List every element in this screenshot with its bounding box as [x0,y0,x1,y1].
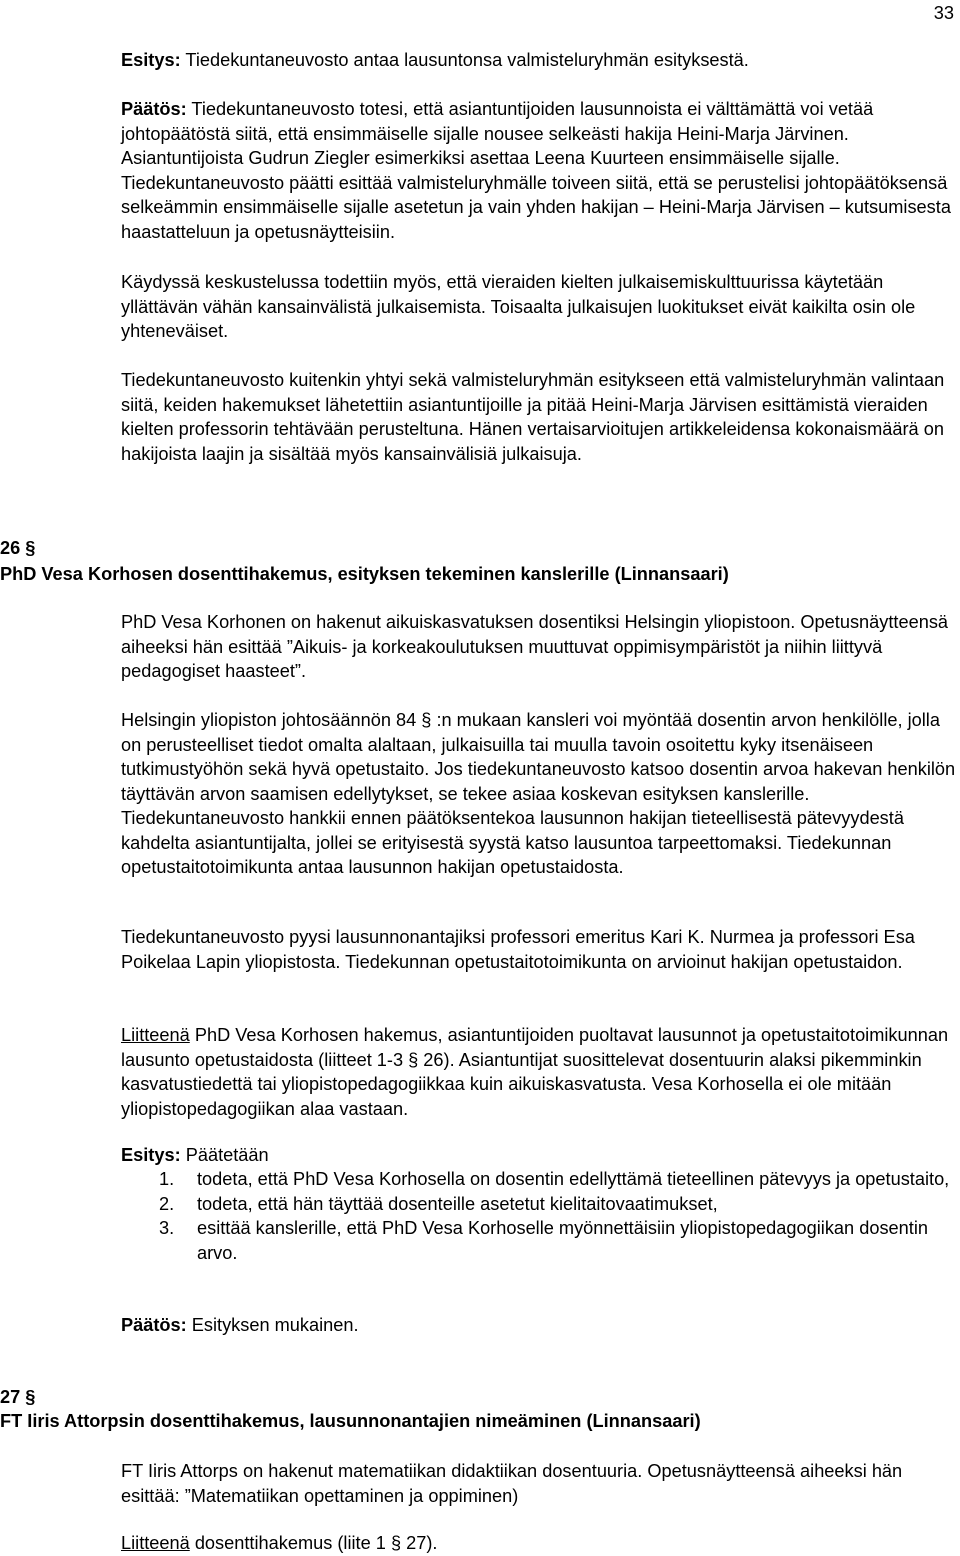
section-number: 27 [0,1387,21,1407]
reviewers-paragraph: Tiedekuntaneuvosto pyysi lausunnonantajiksi professori emeritus Kari K. Nurmea ja professori Esa Poikelaa Lapin yliopistosta. Tiedekunnan opetustaitotoimikunta on arvioinut hakijan opetustaidon. [121,927,915,972]
list-number: 3. [159,1218,175,1238]
list-text: todeta, että PhD Vesa Korhosella on dosentin edellyttämä tieteellinen pätevyys ja opetustaito, [197,1169,950,1189]
page-number: 33 [933,3,954,23]
list-item [121,1167,957,1192]
paatos-label: Päätös: [121,99,187,119]
applicant-paragraph: PhD Vesa Korhonen on hakenut aikuiskasvatuksen dosentiksi Helsingin yliopistoon. Opetusnäytteensä aiheeksi hän esittää ”Aikuis- ja korkeakoulutuksen muuttuvat oppimisympäristöt ja niihin liittyvä pedagogiset haasteet”. [121,612,949,681]
paatos-26-label: Päätös: [121,1315,187,1335]
section-26-title: PhD Vesa Korhosen dosenttihakemus, esityksen tekeminen kanslerille (Linnansaari) [0,564,729,584]
list-item [121,1216,957,1265]
list-item [121,1192,957,1217]
esitys-paragraph [121,48,957,73]
decision-paragraph: Tiedekuntaneuvosto kuitenkin yhtyi sekä valmisteluryhmän esitykseen että valmisteluryhmän valintaan siitä, keiden hakemukset lähetettiin asiantuntijoille ja pitää Heini-Marja Järvisen esittämistä vieraiden kielten professorin tehtävään perusteltuna. Hänen vertaisarvioitujen artikkeleidensa kokonaismäärä on hakijoista laajin ja sisältää myös kansainvälisiä julkaisuja. [121,370,945,464]
section-27-number [0,1384,960,1410]
liitteena-label: Liitteenä [121,1025,190,1045]
paatos-text: Tiedekuntaneuvosto totesi, että asiantuntijoiden lausunnoista ei välttämättä voi vetää johtopäätöstä siitä, että ensimmäiselle sijalle nousee selkeästi hakija Heini-Marja Järvinen. Asiantuntijoista Gudrun Ziegler esimerkiksi asettaa Leena Kuurteen ensimmäiselle sijalle. Tiedekuntaneuvosto päätti esittää valmisteluryhmälle toiveen siitä, että se perustelisi johtopäätöksensä selkeämmin ensimmäiselle sijalle asetetun ja vain yhden hakijan – Heini-Marja Järvisen – kutsumisesta haastatteluun ja opetusnäytteisiin. [121,99,951,242]
attachments-paragraph [121,1023,957,1121]
esitys-label: Esitys: [121,50,181,70]
proposal-list [121,1167,957,1265]
paatos-26-text: Esityksen mukainen. [186,1315,359,1335]
section-27-title: FT Iiris Attorpsin dosenttihakemus, lausunnonantajien nimeäminen (Linnansaari) [0,1411,701,1431]
attachments-27-text: dosenttihakemus (liite 1 § 27). [189,1533,438,1553]
list-text: todeta, että hän täyttää dosenteille asetetut kielitaitovaatimukset, [197,1193,718,1214]
section-symbol: § [25,538,36,558]
esitys-26-text: Päätetään [180,1145,269,1165]
section-symbol: § [25,1387,36,1407]
esitys-26-paragraph [121,1143,957,1168]
list-number: 2. [159,1193,175,1214]
section-number: 26 [0,538,21,558]
esitys-text: Tiedekuntaneuvosto antaa lausuntonsa valmisteluryhmän esityksestä. [180,50,749,70]
paatos-26-paragraph [121,1313,957,1338]
paatos-paragraph [121,97,957,244]
liitteena-27-label: Liitteenä [121,1533,190,1553]
attachments-text: PhD Vesa Korhosen hakemus, asiantuntijoiden puoltavat lausunnot ja opetustaitotoimikunnan lausunto opetustaidosta (liitteet 1-3 § 26). Asiantuntijat suosittelevat dosentuurin alaksi pikemminkin kasvatustiedettä tai yliopistopedagogiikkaa kuin aikuiskasvatusta. Vesa Korhosella ei ole mitään yliopistopedagogiikan alaa vastaan. [121,1025,949,1119]
attachments-27-paragraph [121,1531,957,1556]
regulation-paragraph: Helsingin yliopiston johtosäännön 84 § :n mukaan kansleri voi myöntää dosentin arvon henkilölle, jolla on perusteelliset tiedot omalta alaltaan, julkaisuilla tai muulla tavoin osoitettu kyky itsenäiseen tutkimustyöhön sekä hyvä opetustaito. Jos tiedekuntaneuvosto katsoo dosentin arvoa hakevan henkilön täyttävän arvon saamisen edellytykset, se tekee asiaa koskevan esityksen kanslerille. Tiedekuntaneuvosto hankkii ennen päätöksentekoa lausunnon hakijan tieteellisestä pätevyydestä kahdelta asiantuntijalta, jollei se erityisestä syystä katso lausuntoa tarpeettomaksi. Tiedekunnan opetustaitotoimikunta antaa lausunnon hakijan opetustaidosta. [121,710,956,877]
attorps-paragraph: FT Iiris Attorps on hakenut matematiikan didaktiikan dosentuuria. Opetusnäytteensä aiheeksi hän esittää: ”Matematiikan opettaminen ja oppiminen) [121,1461,903,1506]
section-26-number [0,535,960,561]
list-text: esittää kanslerille, että PhD Vesa Korhoselle myönnettäisiin yliopistopedagogiikan dosentin arvo. [197,1218,928,1263]
list-number: 1. [159,1169,175,1189]
discussion-paragraph: Käydyssä keskustelussa todettiin myös, että vieraiden kielten julkaisemiskulttuurissa käytetään yllättävän vähän kansainvälistä julkaisemista. Toisaalta julkaisujen luokitukset eivät kaikilta osin ole yhteneväiset. [121,272,916,341]
esitys-26-label: Esitys: [121,1145,181,1165]
